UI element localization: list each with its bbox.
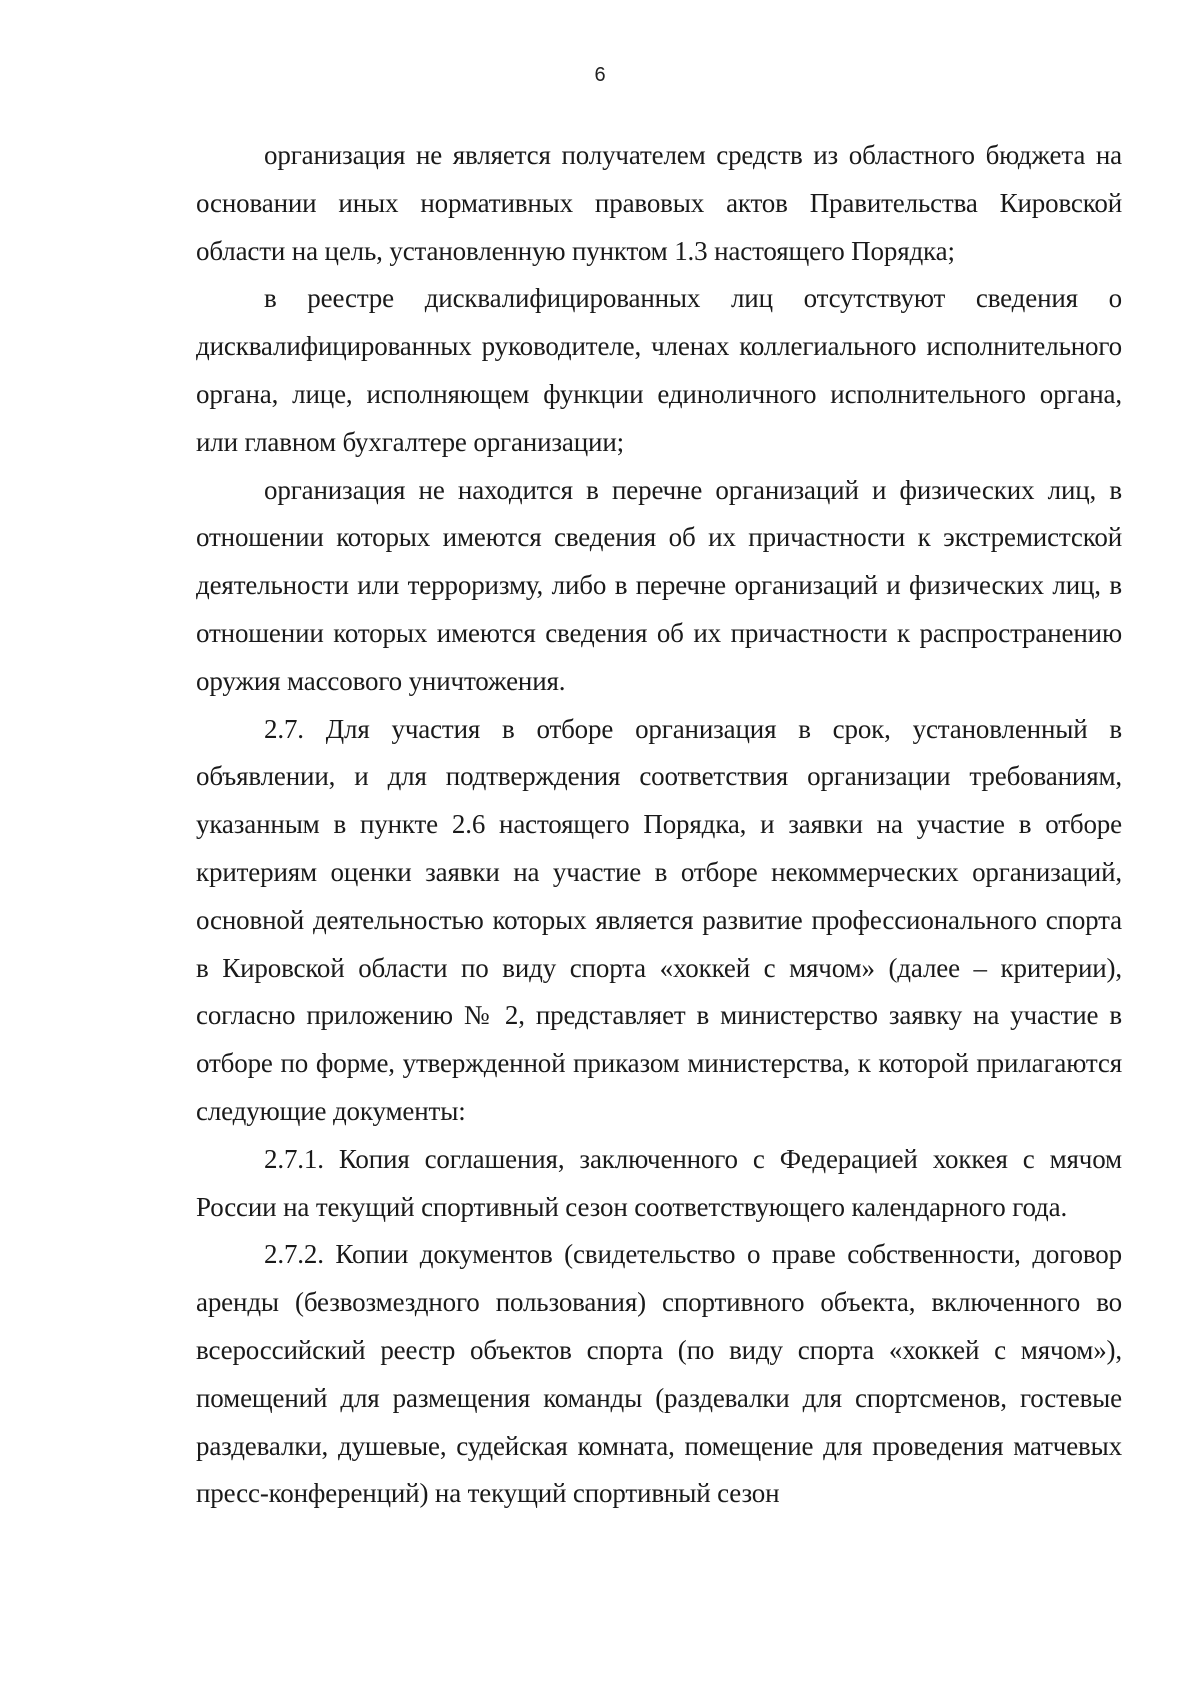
paragraph-disqualified-registry: в реестре дисквалифицированных лиц отсутствуют сведения о дисквалифицированных руководителе, членах коллегиального исполнительного органа, лице, исполняющем функции единоличного исполнительного органа, или главном бухгалтере организации; (196, 283, 1122, 457)
paragraph-2-7-1: 2.7.1. Копия соглашения, заключенного с Федерацией хоккея с мячом России на текущий спортивный сезон соответствующего календарного года. (196, 1143, 1122, 1222)
page-number: 6 (594, 64, 606, 86)
document-body (196, 132, 1122, 1518)
paragraph-2-7-2: 2.7.2. Копии документов (свидетельство о праве собственности, договор аренды (безвозмездного пользования) спортивного объекта, включенного во всероссийский реестр объектов спорта (по виду спорта «хоккей с мячом»), помещений для размещения команды (раздевалки для спортсменов, гостевые раздевалки, душевые, судейская комната, помещение для проведения матчевых пресс-конференций) на текущий спортивный сезон (196, 1239, 1122, 1509)
paragraph-budget-condition: организация не является получателем средств из областного бюджета на основании иных нормативных правовых актов Правительства Кировской области на цель, установленную пунктом 1.3 настоящего Порядка; (196, 140, 1122, 266)
paragraph-extremism-list: организация не находится в перечне организаций и физических лиц, в отношении которых имеются сведения об их причастности к экстремистской деятельности или терроризму, либо в перечне организаций и физических лиц, в отношении которых имеются сведения об их причастности к распространению оружия массового уничтожения. (196, 474, 1122, 696)
paragraph-2-7: 2.7. Для участия в отборе организация в срок, установленный в объявлении, и для подтверждения соответствия организации требованиям, указанным в пункте 2.6 настоящего Порядка, и заявки на участие в отборе критериям оценки заявки на участие в отборе некоммерческих организаций, основной деятельностью которых является развитие профессионального спорта в Кировской области по виду спорта «хоккей с мячом» (далее – критерии), согласно приложению № 2, представляет в министерство заявку на участие в отборе по форме, утвержденной приказом министерства, к которой прилагаются следующие документы: (196, 713, 1122, 1126)
